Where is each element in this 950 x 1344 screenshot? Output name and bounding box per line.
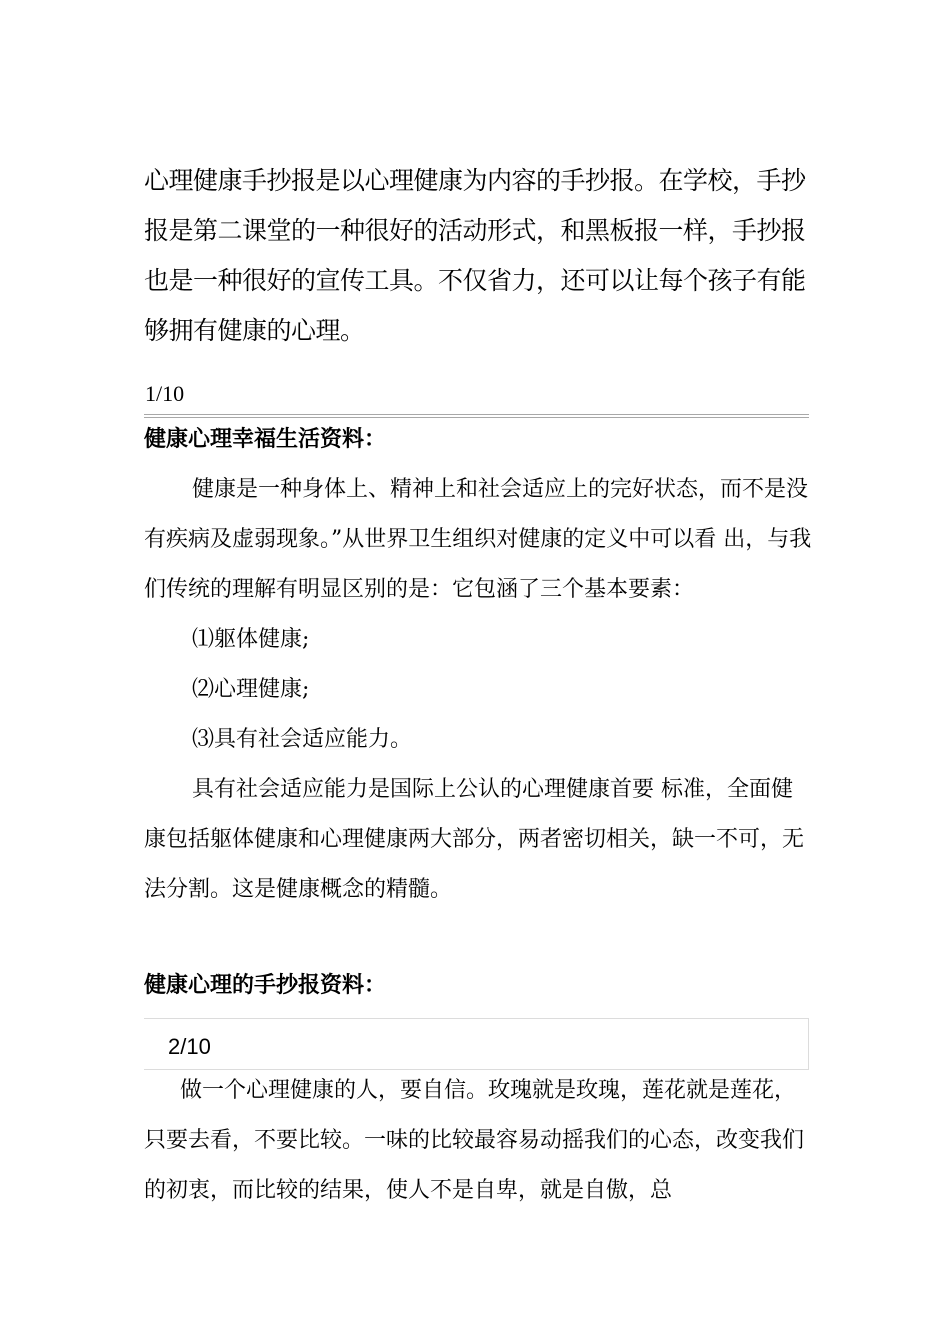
- section-heading-handcopy: 健康心理的手抄报资料：: [144, 972, 387, 998]
- section-body-confidence: [144, 1066, 814, 1216]
- social-adaptation-paragraph: 具有社会适应能力是国际上公认的心理健康首要 标准，全面健康包括躯体健康和心理健康两大部分，两者密切相关，缺一不可，无法分割。这是健康概念的精髓。: [144, 777, 805, 902]
- intro-text: 心理健康手抄报是以心理健康为内容的手抄报。在学校，手抄报是第二课堂的一种很好的活动形式，和黑板报一样，手抄报也是一种很好的宣传工具。不仅省力，还可以让每个孩子有能够拥有健康的心理。: [144, 166, 806, 345]
- page-number-2: 2/10: [168, 1034, 211, 1059]
- page-number-box: [144, 1018, 809, 1070]
- confidence-paragraph: 做一个心理健康的人，要自信。玫瑰就是玫瑰，莲花就是莲花，只要去看，不要比较。一味的比较最容易动摇我们的心态，改变我们的初衷，而比较的结果，使人不是自卑，就是自傲，总: [144, 1078, 805, 1203]
- section-body-health: [144, 465, 814, 915]
- list-item: ⑵心理健康;: [192, 677, 310, 702]
- page-number-1: 1/10: [145, 381, 185, 406]
- list-item: ⑴躯体健康;: [192, 627, 310, 652]
- health-definition-paragraph: 健康是一种身体上、精神上和社会适应上的完好状态，而不是没有疾病及虚弱现象。”从世界卫生组织对健康的定义中可以看 出，与我们传统的理解有明显区别的是：它包涵了三个基本要素：: [144, 477, 812, 602]
- page-divider: [144, 414, 809, 418]
- section-heading-health-life: 健康心理幸福生活资料：: [144, 426, 387, 452]
- intro-paragraph: [144, 156, 814, 356]
- list-item: ⑶具有社会适应能力。: [192, 727, 413, 752]
